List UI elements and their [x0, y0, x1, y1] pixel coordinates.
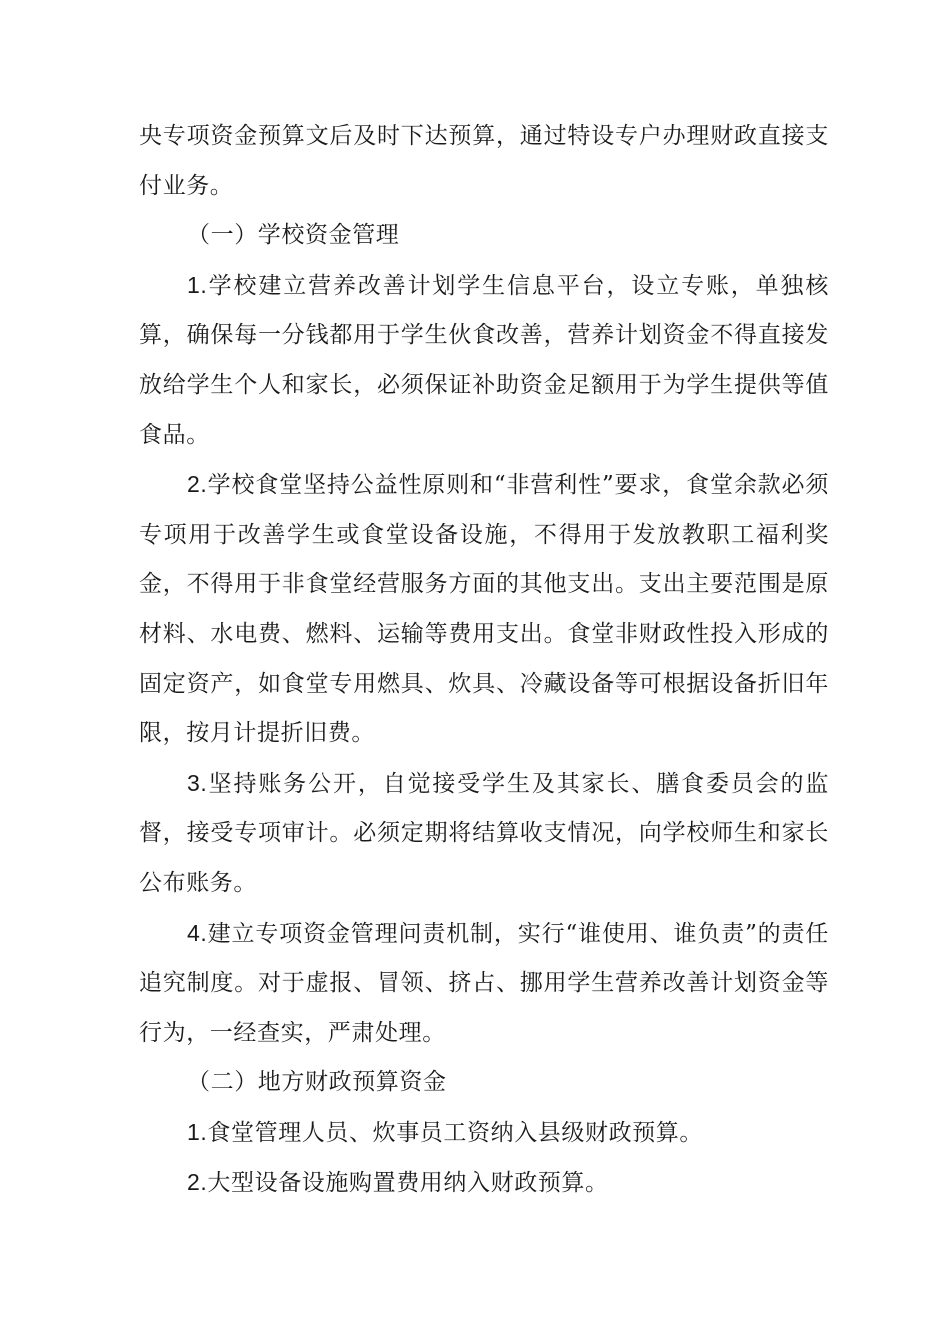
list-item: [139, 759, 829, 909]
item-number: 4.: [187, 919, 208, 946]
item-number: 2.: [187, 1169, 208, 1196]
item-text: 坚持账务公开，自觉接受学生及其家长、膳食委员会的监督，接受专项审计。必须定期将结算收支情况，向学校师生和家长公布账务。: [139, 770, 829, 896]
item-text: 建立专项资金管理问责机制，实行“谁使用、谁负责”的责任追究制度。对于虚报、冒领、挤占、挪用学生营养改善计划资金等行为，一经查实，严肃处理。: [139, 920, 829, 1046]
list-item: [139, 909, 829, 1059]
heading-text: （一）学校资金管理: [187, 222, 400, 249]
item-text: 学校食堂坚持公益性原则和“非营利性”要求，食堂余款必须专项用于改善学生或食堂设备设施，不得用于发放教职工福利奖金，不得用于非食堂经营服务方面的其他支出。支出主要范围是原材料、水电费、燃料、运输等费用支出。食堂非财政性投入形成的固定资产，如食堂专用燃具、炊具、冷藏设备等可根据设备折旧年限，按月计提折旧费。: [139, 472, 829, 747]
item-number: 1.: [187, 1118, 208, 1145]
item-text: 大型设备设施购置费用纳入财政预算。: [207, 1170, 609, 1197]
item-number: 3.: [187, 769, 208, 796]
section-heading-local-budget: [139, 1058, 829, 1108]
paragraph-text: 央专项资金预算文后及时下达预算，通过特设专户办理财政直接支付业务。: [139, 123, 829, 199]
list-item: [139, 1158, 829, 1209]
section-heading-school-funds: [139, 211, 829, 261]
list-item: [139, 460, 829, 759]
paragraph-continuation: [139, 112, 829, 211]
item-number: 1.: [187, 271, 208, 298]
item-text: 食堂管理人员、炊事员工资纳入县级财政预算。: [207, 1119, 703, 1146]
heading-text: （二）地方财政预算资金: [187, 1069, 447, 1096]
list-item: [139, 261, 829, 460]
item-text: 学校建立营养改善计划学生信息平台，设立专账，单独核算，确保每一分钱都用于学生伙食改善，营养计划资金不得直接发放给学生个人和家长，必须保证补助资金足额用于为学生提供等值食品。: [139, 272, 829, 448]
item-number: 2.: [187, 471, 208, 498]
list-item: [139, 1108, 829, 1159]
document-body: [139, 112, 829, 1209]
